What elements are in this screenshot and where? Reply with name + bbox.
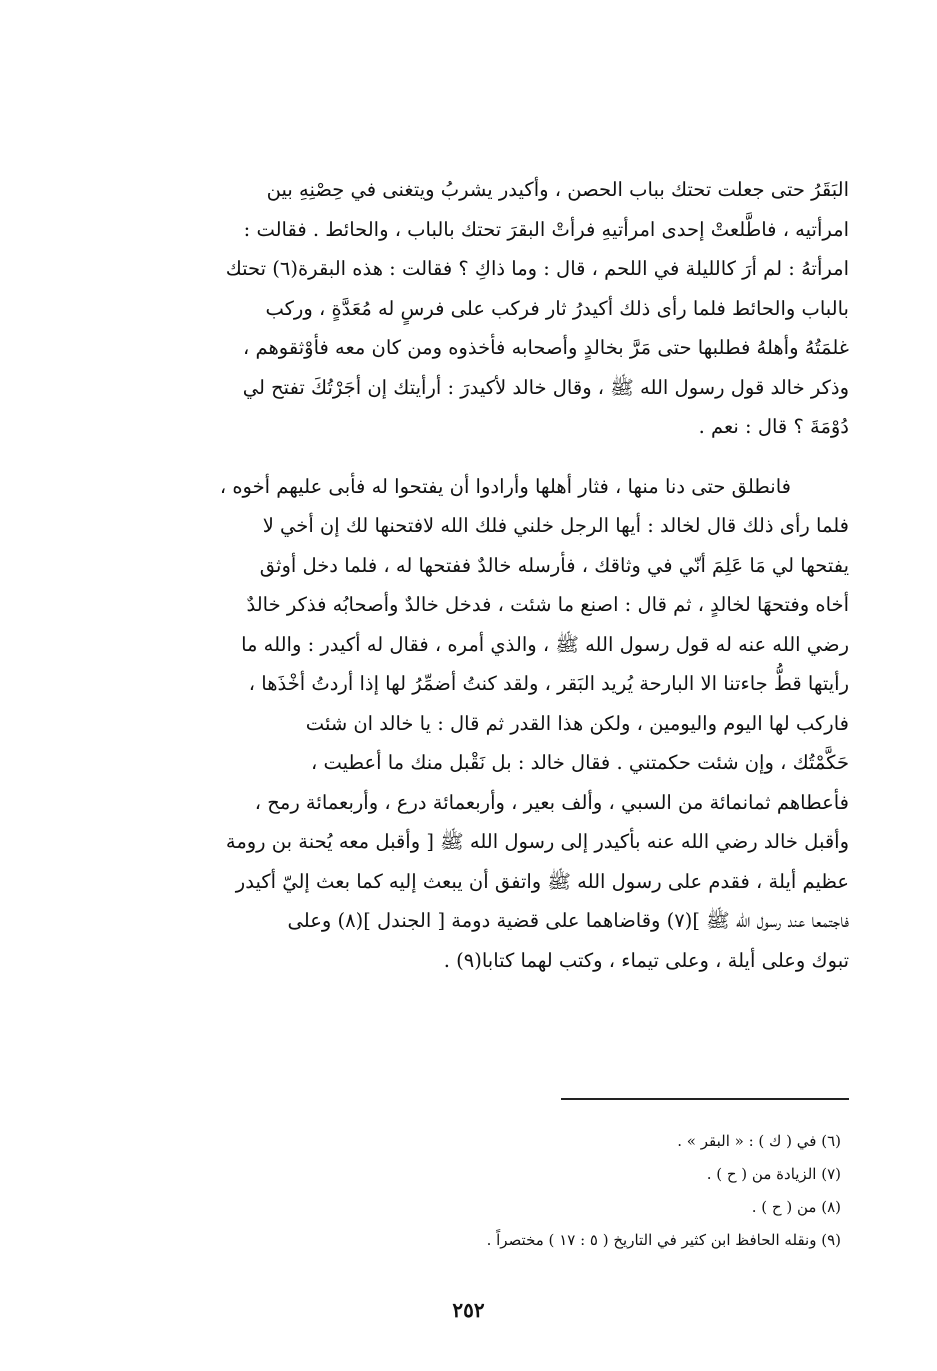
text-line: رضي الله عنه له قول رسول الله ﷺ ، والذي أمره ، فقال له أكيدر : والله ما — [241, 632, 849, 656]
text-line: فأعطاهم ثمانمائة من السبي ، وألف بعير ، وأربعمائة درع ، وأربعمائة رمح ، — [254, 790, 849, 814]
text-line: تبوك وعلى أيلة ، وعلى تيماء ، وكتب لهما كتابا(٩) . — [443, 948, 849, 972]
text-line: حَكَّمْتُك ، وإن شئت حكمتني . فقال خالد : بل نَقْبل منك ما أعطيت ، — [310, 751, 849, 774]
footnotes — [300, 1125, 841, 1257]
text-line: وذكر خالد قول رسول الله ﷺ ، وقال خالد لأكيدرَ : أرأيتك إن أجَرْتُكَ تفتح لي — [242, 375, 849, 399]
paragraph-2 — [100, 467, 849, 981]
text-line: فلما رأى ذلك قال لخالد : أيها الرجل خلني فلك الله لافتحنها لك إن أخي لا — [262, 514, 849, 537]
text-line: عظيم أيلة ، فقدم على رسول الله ﷺ واتفق أن يبعث إليه كما بعث إليّ أكيدر — [235, 869, 849, 893]
footnote: (٨) من ( ح ) . — [751, 1198, 841, 1216]
footnote: (٧) الزيادة من ( ح ) . — [706, 1165, 841, 1183]
text-line: دُوْمَةَ ؟ قال : نعم . — [698, 415, 849, 438]
text-line: يفتحها لي مَا عَلِمَ أنّي في وثاقك ، فأرسله خالدٌ ففتحها له ، فلما دخل أوثق — [259, 553, 849, 577]
text-line: فاجتمعا عند رسول الله ﷺ ](٧) وقاضاهما على قضية دومة [ الجندل ](٨) وعلى — [287, 909, 849, 932]
footnote: (٩) ونقله الحافظ ابن كثير في التاريخ ( ٥ : ١٧ ) مختصراً . — [486, 1231, 841, 1249]
text-line: فاركب لها اليوم واليومين ، ولكن هذا القدر ثم قال : يا خالد ان شئت — [305, 711, 849, 735]
text-line: رأيتها قطُّ جاءتنا الا البارحة يُريد البَقر ، ولقد كنتُ أضمِّرُ لها إذا أردتُ أخْذَها ، — [248, 672, 849, 695]
footnote: (٦) في ( ك ) : « البقر » . — [677, 1132, 841, 1150]
text-line: البَقَرُ حتى جعلت تحتك بباب الحصن ، وأكيدر يشربُ ويتغنى في حِصْنِهِ بين — [266, 178, 849, 201]
text-line: فانطلق حتى دنا منها ، فثار أهلها وأرادوا أن يفتحوا له فأبى عليهم أخوه ، — [219, 474, 791, 498]
text-line: امرأتيه ، فاطَّلعتْ إحدى امرأتيهِ فرأتْ البقرَ تحتك بالباب ، والحائط . فقالت : — [243, 217, 849, 241]
page-number: ٢٥٢ — [452, 1298, 485, 1322]
text-line: غلمَتُهُ وأهلهُ فطلبها حتى مَرَّ بخالدٍ وأصحابه فأخذوه ومن كان معه فأوْثقوهم ، — [243, 336, 849, 359]
text-line: وأقبل خالد رضي الله عنه بأكيدر إلى رسول الله ﷺ [ وأقبل معه يُحنة بن رومة — [225, 830, 849, 853]
main-text — [100, 170, 849, 980]
paragraph-1 — [100, 170, 849, 447]
footnote-separator — [561, 1098, 849, 1100]
text-line: أخاه وفتحهَا لخالدٍ ، ثم قال : اصنع ما شئت ، فدخل خالدٌ وأصحابُه فذكر خالدٌ — [246, 593, 849, 616]
text-line: بالباب والحائط فلما رأى ذلك أكيدرُ ثار فركب على فرسٍ له مُعَدَّةٍ ، وركب — [265, 296, 849, 320]
text-line: امرأتهُ : لم أرَ كالليلة في اللحم ، قال : وما ذاكِ ؟ فقالت : هذه البقرة(٦) تحتك — [225, 257, 849, 280]
